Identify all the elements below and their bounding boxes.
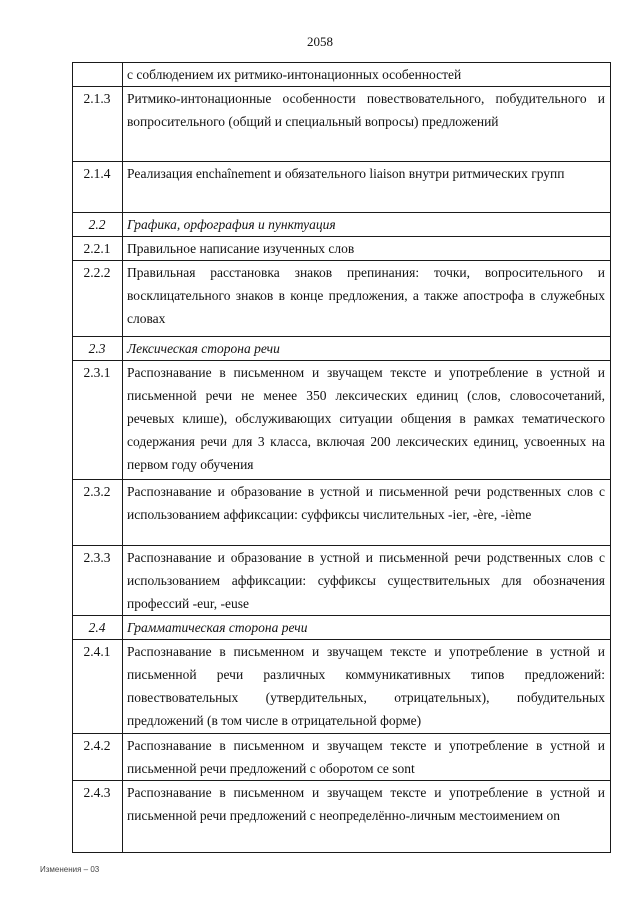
section-number: 2.3 (73, 337, 123, 361)
row-text: Распознавание в письменном и звучащем тексте и употребление в устной и письменной речи различных коммуникативных типов предложений: повествовательных (утвердительных, отрицательных), побудительных предложений (в том числе в отрицательной форме) (123, 640, 611, 734)
table-row (73, 480, 611, 546)
table-row (73, 87, 611, 162)
section-number: 2.4 (73, 616, 123, 640)
row-text: Распознавание в письменном и звучащем тексте и употребление в устной и письменной речи предложений с оборотом ce sont (123, 734, 611, 781)
section-title: Лексическая сторона речи (123, 337, 611, 361)
table-row (73, 237, 611, 261)
curriculum-table (72, 62, 611, 853)
table-row (73, 781, 611, 853)
page-number: 2058 (307, 34, 333, 49)
row-number: 2.3.2 (73, 480, 123, 546)
row-number: 2.3.1 (73, 361, 123, 480)
row-text: Распознавание в письменном и звучащем тексте и употребление в устной и письменной речи не менее 350 лексических единиц (слов, словосочетаний, речевых клише), обслуживающих ситуации общения в рамках тематического содержания речи для 3 класса, включая 200 лексических единиц, усвоенных на первом году обучения (123, 361, 611, 480)
section-row (73, 213, 611, 237)
row-number: 2.1.3 (73, 87, 123, 162)
row-text: Распознавание в письменном и звучащем тексте и употребление в устной и письменной речи предложений с неопределённо-личным местоимением on (123, 781, 611, 853)
table-row (73, 734, 611, 781)
row-text: Распознавание и образование в устной и письменной речи родственных слов с использованием аффиксации: суффиксы существительных для обозначения профессий -eur, -euse (123, 546, 611, 616)
footer-note: Изменения – 03 (40, 865, 100, 874)
row-text: Правильная расстановка знаков препинания: точки, вопросительного и восклицательного знаков в конце предложения, а также апострофа в служебных словах (123, 261, 611, 337)
table-row (73, 63, 611, 87)
section-title: Грамматическая сторона речи (123, 616, 611, 640)
row-number (73, 63, 123, 87)
section-title: Графика, орфография и пунктуация (123, 213, 611, 237)
table-row (73, 261, 611, 337)
row-text: с соблюдением их ритмико-интонационных особенностей (123, 63, 611, 87)
section-row (73, 616, 611, 640)
row-text: Правильное написание изученных слов (123, 237, 611, 261)
row-text: Реализация enchaînement и обязательного liaison внутри ритмических групп (123, 162, 611, 213)
row-number: 2.2.2 (73, 261, 123, 337)
section-number: 2.2 (73, 213, 123, 237)
row-number: 2.4.1 (73, 640, 123, 734)
table-row (73, 546, 611, 616)
row-number: 2.3.3 (73, 546, 123, 616)
table-row (73, 162, 611, 213)
table-row (73, 640, 611, 734)
row-number: 2.4.3 (73, 781, 123, 853)
row-text: Распознавание и образование в устной и письменной речи родственных слов с использованием аффиксации: суффиксы числительных -ier, -ère, -ième (123, 480, 611, 546)
section-row (73, 337, 611, 361)
row-number: 2.4.2 (73, 734, 123, 781)
row-number: 2.1.4 (73, 162, 123, 213)
row-number: 2.2.1 (73, 237, 123, 261)
table-row (73, 361, 611, 480)
row-text: Ритмико-интонационные особенности повествовательного, побудительного и вопросительного (общий и специальный вопросы) предложений (123, 87, 611, 162)
